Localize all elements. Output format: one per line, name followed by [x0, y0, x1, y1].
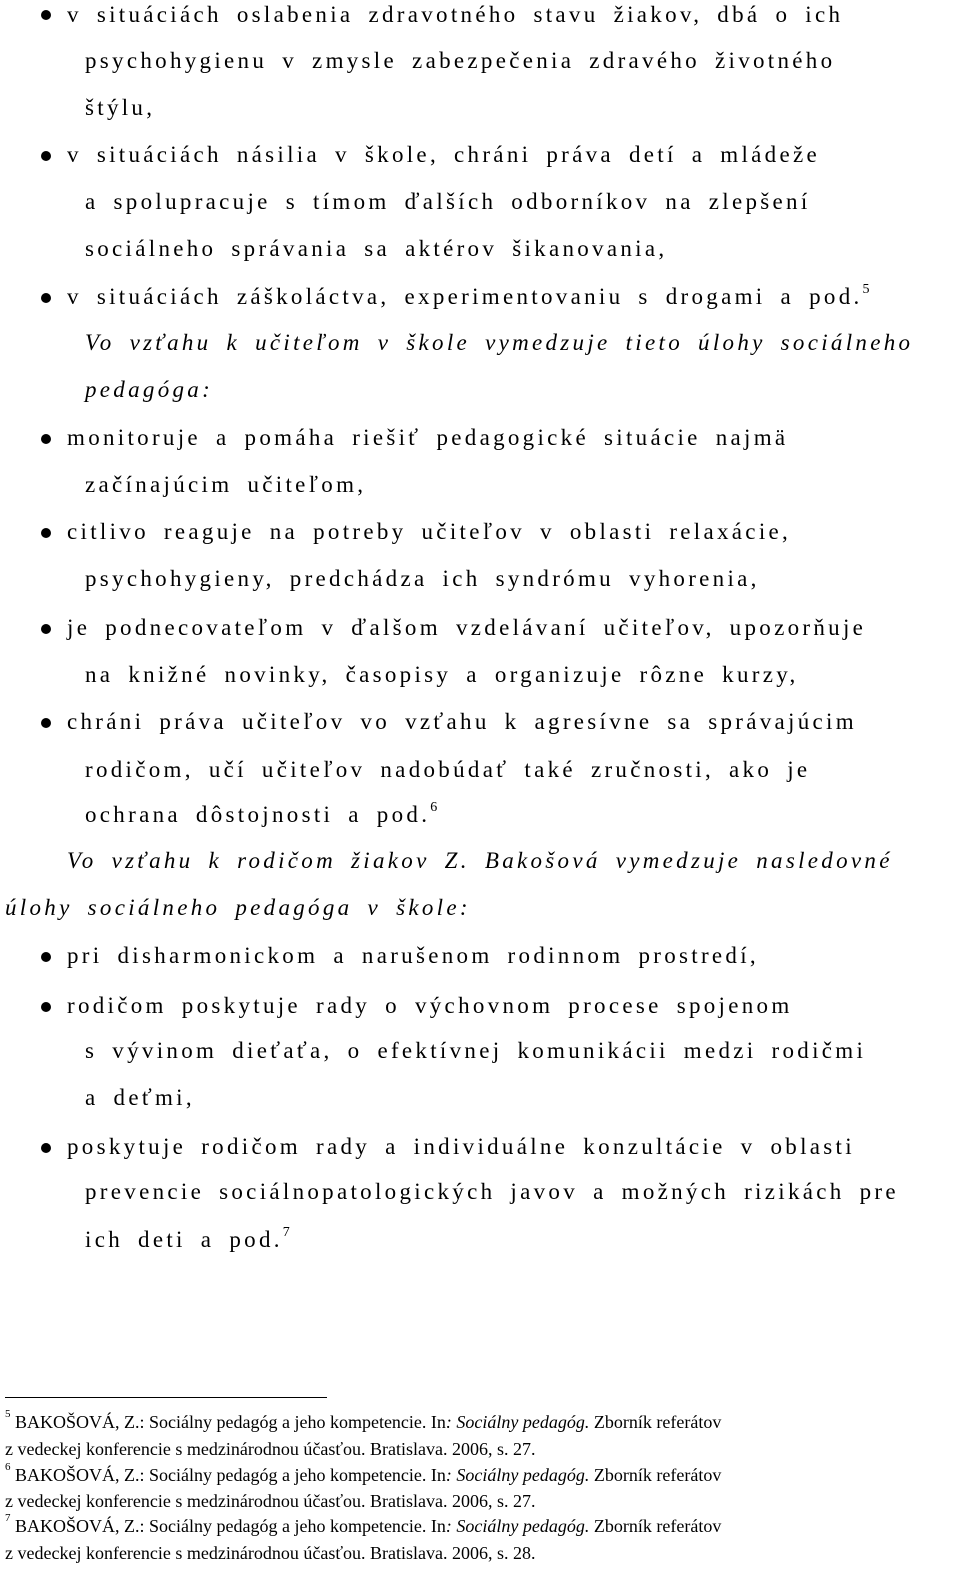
list-item-continuation: a spolupracuje s tímom ďalších odborníkov na zlepšení — [85, 189, 811, 214]
list-item: pri disharmonickom a narušenom rodinnom prostredí, — [67, 943, 759, 968]
footnote-colon: : — [445, 1516, 452, 1536]
list-item-continuation: rodičom, učí učiteľov nadobúdať také zručnosti, ako je — [85, 757, 811, 782]
bullet-icon — [41, 1002, 51, 1012]
bullet-icon — [41, 1143, 51, 1153]
bullet-icon — [41, 10, 51, 20]
bullet-icon — [41, 718, 51, 728]
footnote-source: Sociálny pedagóg. — [456, 1516, 590, 1536]
footnote-colon: : — [445, 1465, 452, 1485]
footnote — [5, 1461, 722, 1486]
list-item-text: ochrana dôstojnosti a pod. — [85, 802, 431, 827]
list-item-continuation: začínajúcim učiteľom, — [85, 472, 367, 497]
section-heading: Vo vzťahu k učiteľom v škole vymedzuje tieto úlohy sociálneho — [85, 330, 914, 355]
list-item-continuation — [85, 1225, 290, 1255]
footnote-continuation: z vedeckej konferencie s medzinárodnou účasťou. Bratislava. 2006, s. 28. — [5, 1543, 536, 1563]
footnote-author: BAKOŠOVÁ, Z.: Sociálny pedagóg a jeho kompetencie. In — [15, 1465, 446, 1485]
bullet-icon — [41, 434, 51, 444]
list-item-continuation: psychohygieny, predchádza ich syndrómu vyhorenia, — [85, 566, 760, 591]
footnote — [5, 1408, 722, 1433]
footnote-ref: 6 — [430, 800, 438, 816]
section-heading-continuation: úlohy sociálneho pedagóga v škole: — [5, 895, 471, 920]
list-item: monitoruje a pomáha riešiť pedagogické situácie najmä — [67, 425, 789, 450]
list-item: v situáciách násilia v škole, chráni práva detí a mládeže — [67, 142, 820, 167]
list-item: je podnecovateľom v ďalšom vzdelávaní učiteľov, upozorňuje — [67, 615, 867, 640]
footnote-rest: Zborník referátov — [593, 1412, 722, 1432]
bullet-icon — [41, 151, 51, 161]
list-item-text: v situáciách záškoláctva, experimentovaniu s drogami a pod. — [67, 284, 863, 309]
footnote-ref: 7 — [282, 1225, 290, 1241]
footnote-number: 6 — [5, 1461, 11, 1473]
list-item-continuation: na knižné novinky, časopisy a organizuje rôzne kurzy, — [85, 662, 799, 687]
list-item-continuation: s vývinom dieťaťa, o efektívnej komunikácii medzi rodičmi — [85, 1038, 867, 1063]
list-item — [67, 282, 870, 312]
list-item: citlivo reaguje na potreby učiteľov v oblasti relaxácie, — [67, 519, 792, 544]
list-item-continuation: sociálneho správania sa aktérov šikanovania, — [85, 236, 668, 261]
list-item-continuation: psychohygienu v zmysle zabezpečenia zdravého životného — [85, 48, 836, 73]
bullet-icon — [41, 624, 51, 634]
footnote-continuation: z vedeckej konferencie s medzinárodnou účasťou. Bratislava. 2006, s. 27. — [5, 1439, 536, 1459]
footnote-author: BAKOŠOVÁ, Z.: Sociálny pedagóg a jeho kompetencie. In — [15, 1516, 446, 1536]
bullet-icon — [41, 293, 51, 303]
footnote-ref: 5 — [862, 282, 870, 298]
list-item: v situáciách oslabenia zdravotného stavu žiakov, dbá o ich — [67, 2, 844, 27]
list-item-continuation: štýlu, — [85, 95, 156, 120]
list-item-continuation: prevencie sociálnopatologických javov a možných rizikách pre — [85, 1179, 899, 1204]
footnote-divider — [5, 1397, 327, 1398]
footnote-colon: : — [445, 1412, 452, 1432]
list-item-continuation: a deťmi, — [85, 1085, 195, 1110]
footnote-rest: Zborník referátov — [593, 1465, 722, 1485]
bullet-icon — [41, 528, 51, 538]
footnote-continuation: z vedeckej konferencie s medzinárodnou účasťou. Bratislava. 2006, s. 27. — [5, 1491, 536, 1511]
list-item: rodičom poskytuje rady o výchovnom procese spojenom — [67, 993, 793, 1018]
section-heading-continuation: pedagóga: — [85, 377, 214, 402]
list-item-continuation — [85, 800, 437, 830]
footnote-source: Sociálny pedagóg. — [456, 1465, 590, 1485]
footnote-rest: Zborník referátov — [593, 1516, 722, 1536]
footnote-number: 5 — [5, 1408, 11, 1420]
list-item: poskytuje rodičom rady a individuálne konzultácie v oblasti — [67, 1134, 855, 1159]
footnote — [5, 1512, 722, 1537]
bullet-icon — [41, 952, 51, 962]
footnote-number: 7 — [5, 1512, 11, 1524]
list-item: chráni práva učiteľov vo vzťahu k agresívne sa správajúcim — [67, 709, 857, 734]
footnote-source: Sociálny pedagóg. — [456, 1412, 590, 1432]
footnote-author: BAKOŠOVÁ, Z.: Sociálny pedagóg a jeho kompetencie. In — [15, 1412, 446, 1432]
section-heading: Vo vzťahu k rodičom žiakov Z. Bakošová vymedzuje nasledovné — [67, 848, 893, 873]
list-item-text: ich deti a pod. — [85, 1227, 283, 1252]
